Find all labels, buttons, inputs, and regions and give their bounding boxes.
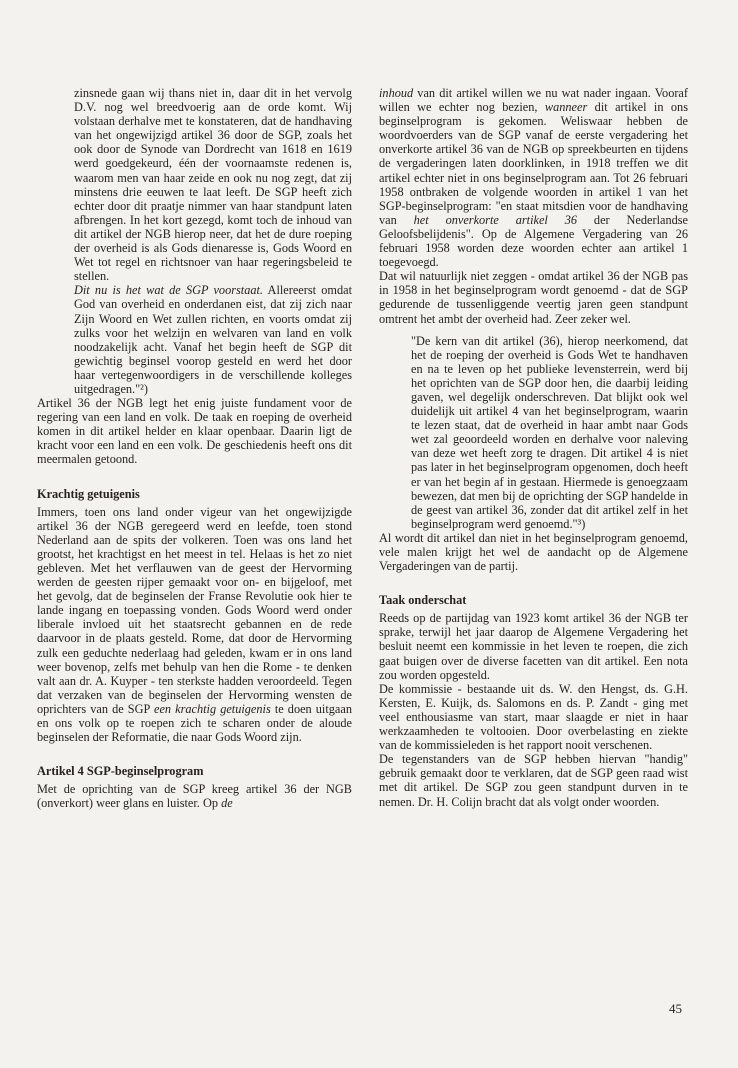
block-quote: "De kern van dit artikel (36), hierop neerkomend, dat het de roeping der overheid is Gods Wet te handhaven en na te leven op het publieke levensterrein, werd bij het oprichten van de SGP door hen, die daarbij leiding gaven, wel degelijk onderschreven. Dat blijkt ook wel duidelijk uit artikel 4 van het beginselprogram, waarin te lezen staat, dat de overheid in haar ambt naar Gods wet zal geoordeeld worden en derhalve voor naleving van deze wet heeft zorg te dragen. Dit artikel 4 is niet pas later in het beginselprogram opgenomen, doch heeft er van het begin af in gestaan. Hiermede is genoegzaam bewezen, dat men bij de oprichting der SGP handelde in de geest van artikel 36, zonder dat dit artikel zelf in het beginselprogram werd genoemd."³) xyxy=(411,333,688,531)
heading-krachtig-getuigenis: Krachtig getuigenis xyxy=(37,486,140,501)
heading-artikel4: Artikel 4 SGP-beginselprogram xyxy=(37,764,204,779)
krachtig-italic: een krachtig getuigenis xyxy=(153,701,271,716)
paragraph-artikel4 xyxy=(37,782,352,810)
page-number: 45 xyxy=(669,1001,682,1016)
paragraph-artikel36: Artikel 36 der NGB legt het enig juiste fundament voor de regering van een land en volk. De taak en roeping de overheid komen in dit artikel helder en klaar openbaar. Daarin ligt de kracht voor een land en een volk. De geschiedenis heeft ons dit meermalen getoond. xyxy=(37,396,352,467)
inhoud-italic: inhoud xyxy=(379,86,414,100)
quote-intro-text: zinsnede gaan wij thans niet in, daar dit in het vervolg D.V. nog wel breedvoerig aan de orde komt. Wij volstaan derhalve met te konstateren, dat de handhaving van het ongewijzigd artikel 36 door de SGP, zoals het ook door de Synode van Dordrecht van 1618 en 1619 werd goedgekeurd, één der voornaamste redenen is, waarom men van haar zeide en ook nu nog zegt, dat zij minstens drie eeuwen te laat leeft. De SGP heeft zich echter door dit praatje nimmer van haar standpunt laten afbrengen. In het kort gezegd, komt toch de inhoud van dit artikel der NGB hierop neer, dat het de dure roeping der overheid is als Gods dienaresse is, Gods Woord en Wet tot regel en richtsnoer van haar regeringsbeleid te stellen. xyxy=(74,86,352,284)
artikel4-text: Met de oprichting van de SGP kreeg artikel 36 der NGB (onverkort) weer glans en luister. Op xyxy=(37,782,352,811)
paragraph-krachtig xyxy=(37,505,352,745)
krachtig-text-a: Immers, toen ons land onder vigeur van het ongewijzigde artikel 36 der NGB geregeerd werd en leefde, toen stond Nederland aan de spits der volkeren. Toen was ons land het grootst, het krachtigst en het meest in tel. Helaas is het zo niet gebleven. Met het verflauwen van de geest der Hervorming werden de geesten rijper gemaakt voor on- en bijgeloof, met het gevolg, dat de beginselen der Franse Revolutie ook hier te lande ingang en toepassing vonden. Gods Woord werd onder liberale invloed uit het staatsrecht gebannen en de rede daarvoor in de plaats gesteld. Rome, dat door de Hervorming zulk een geduchte nederlaag had geleden, kwam er in ons land weer bovenop, zelfs met behulp van hen die Rome - te denken valt aan dr. A. Kuyper - ten sterkste hadden veroordeeld. Tegen dat verzaken van de beginselen der Hervorming wensten de oprichters van de SGP xyxy=(37,504,352,716)
onverkorte-italic: het onverkorte artikel 36 xyxy=(413,212,578,227)
paragraph-natuurlijk: Dat wil natuurlijk niet zeggen - omdat artikel 36 der NGB pas in 1958 in het beginselprogram wordt genoemd - dat de SGP gedurende de tussenliggende veertig jaren geen standpunt omtrent het ambt der overheid had. Zeer zeker wel. xyxy=(379,269,688,326)
krachtig-text-b: te doen uitgaan en ons volk op te roepen zich te scharen onder de aloude beginselen der Reformatie, die naar Gods Woord zijn. xyxy=(37,701,352,745)
quote-rest-text: Allereerst omdat God van overheid en onderdanen eist, dat zij zich naar Zijn Woord en Wet zullen richten, en voorts omdat zij zulks voor het welzijn en welvaren van land en volk noodzakelijk acht. Vanaf het begin heeft de SGP dit gewichtig beginsel voorop gesteld en werd het door haar vertegenwoordigers in de verschillende kolleges uitgedragen."²) xyxy=(74,283,352,396)
right-column xyxy=(379,86,688,809)
paragraph-tegenstanders: De tegenstanders van de SGP hebben hiervan "handig" gebruik gemaakt door te verklaren, dat de SGP geen raad wist met dit artikel. De SGP zou geen standpunt durven in te nemen. Dr. H. Colijn bracht dat als volgt onder woorden. xyxy=(379,752,688,809)
artikel4-italic: de xyxy=(221,796,233,811)
quote-italic-text: Dit nu is het wat de SGP voorstaat. xyxy=(74,283,264,298)
inhoud-text-a: van dit artikel willen we nu wat nader ingaan. Vooraf willen we echter nog bezien, xyxy=(379,86,688,115)
paragraph-kommissie: De kommissie - bestaande uit ds. W. den Hengst, ds. G.H. Kersten, E. Kuijk, ds. Salomons en ds. P. Zandt - ging met veel enthousiasme van start, maar slaagde er niet in haar werkzaamheden te voltooien. Door overbelasting en ziekte van de kommissieleden is het rapport nooit verschenen. xyxy=(379,681,688,753)
left-column xyxy=(37,86,352,811)
heading-taak-onderschat: Taak onderschat xyxy=(379,593,467,608)
quote-continuation xyxy=(37,86,352,396)
inhoud-text-b: dit artikel in ons beginselprogram is gekomen. Weliswaar hebben de woordvoerders van de SGP vanaf de eerste vergadering het onverkorte artikel 36 van de NGB op spreekbeurten en tijdens de vergaderingen laten doorklinken, in 1918 treffen we dit artikel echter niet in ons beginselprogram aan. Tot 26 februari 1958 ontbraken de volgende woorden in artikel 1 van het SGP-beginselprogram: "en staat mitsdien voor de handhaving van xyxy=(379,100,688,227)
wanneer-italic: wanneer xyxy=(544,100,588,115)
inhoud-text-c: der Nederlandse Geloofsbelijdenis". Op de Algemene Vergadering van 26 februari 1958 worden deze woorden echter aan artikel 1 toegevoegd. xyxy=(379,212,688,270)
paragraph-genoemd: Al wordt dit artikel dan niet in het beginselprogram genoemd, vele malen krijgt het wel de aandacht op de Algemene Vergaderingen van de partij. xyxy=(379,530,688,574)
paragraph-inhoud xyxy=(379,86,688,269)
paragraph-partijdag: Reeds op de partijdag van 1923 komt artikel 36 der NGB ter sprake, terwijl het jaar daarop de Algemene Vergadering het besluit neemt een kommissie in het leven te roepen, die zich gaat buigen over de diverse facetten van dit artikel. Een nota zou worden opgesteld. xyxy=(379,611,688,682)
